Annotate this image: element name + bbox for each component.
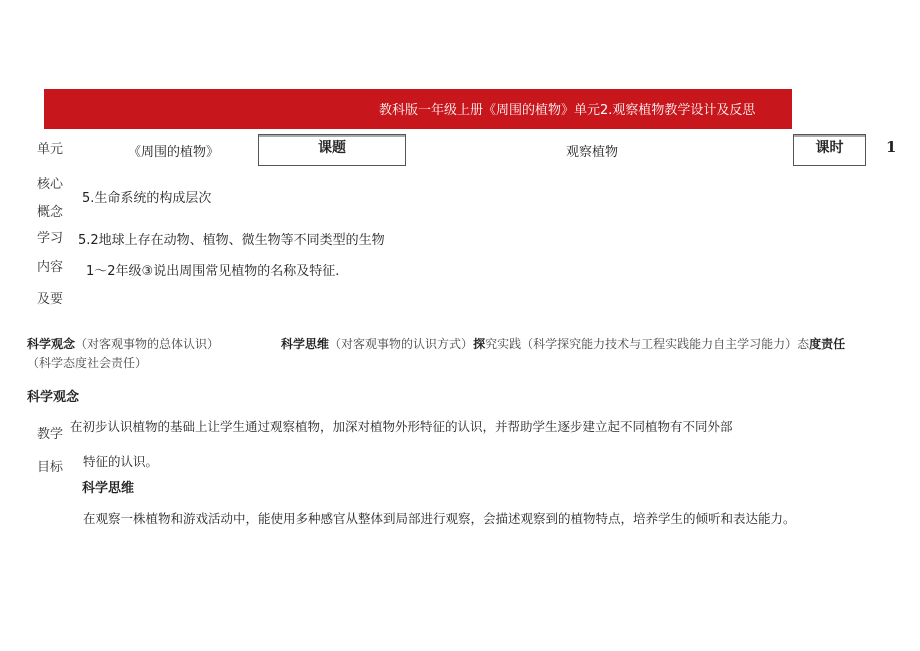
core-concept-value: 5.生命系统的构成层次 xyxy=(82,191,212,206)
topic-label-box xyxy=(258,134,406,166)
objectives-thinking-text: 在观察一株植物和游戏活动中，能使用多种感官从整体到局部进行观察，会描述观察到的植物特点，培养学生的倾听和表达能力。 xyxy=(83,511,796,526)
literacy-header-line-2: （科学态度社会责任） xyxy=(27,356,148,370)
literacy-thinking-title: 科学思维 xyxy=(281,337,330,351)
topic-value: 观察植物 xyxy=(566,145,619,160)
unit-value: 《周围的植物》 xyxy=(128,145,220,160)
hours-label-box xyxy=(793,134,866,166)
learning-content-label-1: 学习 xyxy=(37,231,64,246)
literacy-concept-title: 科学观念 xyxy=(27,337,76,351)
objectives-label-2: 目标 xyxy=(37,460,64,475)
objectives-concept-title: 科学观念 xyxy=(27,390,80,405)
objectives-thinking-title: 科学思维 xyxy=(82,481,135,496)
literacy-attitude-title: 度责任 xyxy=(809,337,846,351)
literacy-concept-note: （对客观事物的总体认识） xyxy=(75,337,220,351)
literacy-thinking-note: （对客观事物的认识方式） xyxy=(329,337,474,351)
learning-content-line-2: 1～2年级③说出周围常见植物的名称及特征. xyxy=(86,264,340,279)
learning-content-label-3: 及要 xyxy=(37,292,64,307)
objectives-label-1: 教学 xyxy=(37,427,64,442)
topic-label: 课题 xyxy=(318,140,346,156)
title-banner xyxy=(44,89,792,129)
document-title: 教科版一年级上册《周围的植物》单元2.观察植物教学设计及反思 xyxy=(379,103,756,118)
learning-content-label-2: 内容 xyxy=(37,260,64,275)
literacy-practice-note: 究实践（科学探究能力技术与工程实践能力自主学习能力）态 xyxy=(485,337,810,351)
unit-label: 单元 xyxy=(37,142,64,157)
literacy-practice-title: 探 xyxy=(473,337,486,351)
core-concept-label-1: 核心 xyxy=(37,177,64,192)
learning-content-line-1: 5.2地球上存在动物、植物、微生物等不同类型的生物 xyxy=(78,233,385,248)
hours-value: 1 xyxy=(886,138,897,156)
literacy-header xyxy=(27,335,845,352)
core-concept-label-2: 概念 xyxy=(37,205,64,220)
hours-label: 课时 xyxy=(815,140,844,156)
objectives-concept-text-1: 在初步认识植物的基础上让学生通过观察植物，加深对植物外形特征的认识，并帮助学生逐步建立起不同植物有不同外部 xyxy=(70,419,733,434)
objectives-concept-text-2: 特征的认识。 xyxy=(83,454,159,469)
